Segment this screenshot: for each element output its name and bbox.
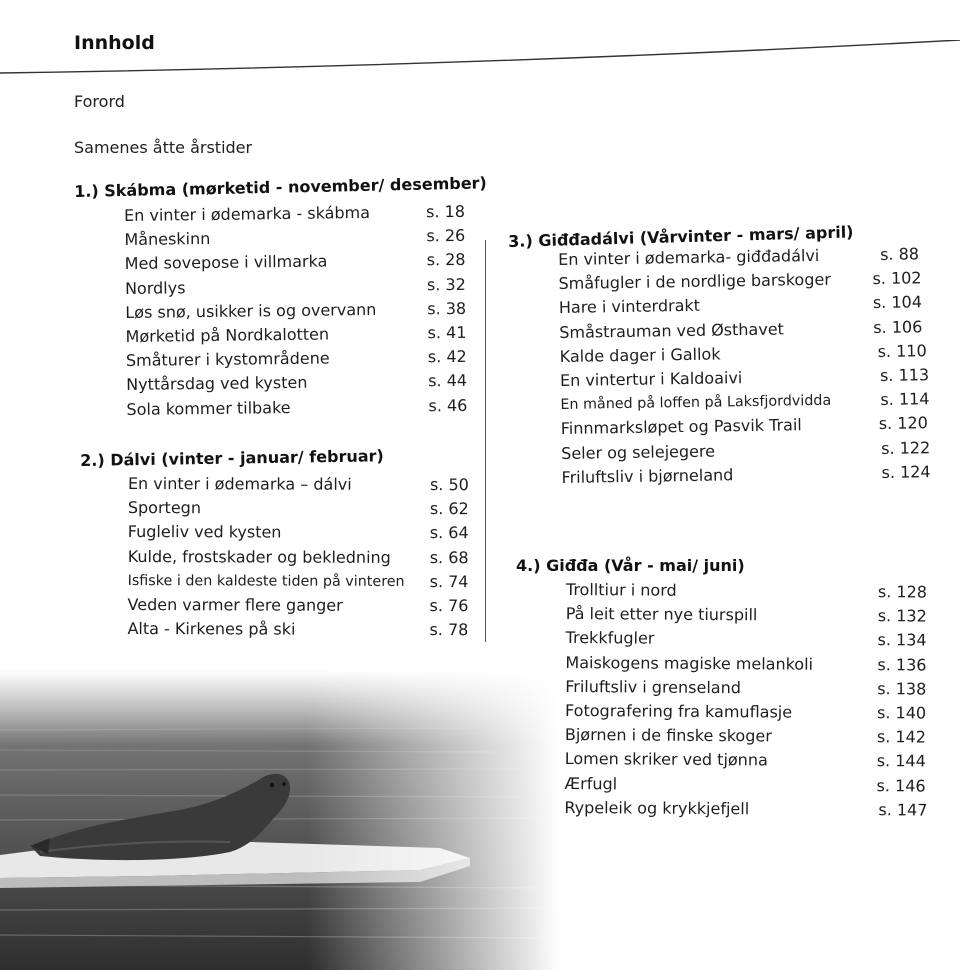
entry-title: Alta - Kirkenes på ski bbox=[127, 619, 296, 639]
toc-entry bbox=[127, 619, 477, 644]
section-title-giddadalvi: 3.) Giđđadálvi (Vårvinter - mars/ april) bbox=[508, 222, 854, 251]
entry-title: Kulde, frostskader og bekledning bbox=[127, 546, 391, 567]
entry-page: s. 28 bbox=[426, 250, 466, 270]
entry-page: s. 113 bbox=[879, 365, 930, 385]
entry-title: Småturer i kystområdene bbox=[125, 348, 330, 371]
entry-title: Trolltiur i nord bbox=[565, 580, 677, 600]
entry-title: Ærfugl bbox=[564, 773, 618, 793]
toc-entry bbox=[565, 725, 935, 752]
entry-title: Lomen skriker ved tjønna bbox=[564, 749, 768, 770]
entry-title: Mørketid på Nordkalotten bbox=[125, 324, 330, 346]
toc-entry bbox=[565, 653, 935, 680]
entry-title: Friluftsliv i bjørneland bbox=[561, 464, 734, 487]
page-title: Innhold bbox=[74, 32, 155, 54]
entry-title: Seler og selejegere bbox=[561, 441, 716, 463]
entry-title: Finnmarksløpet og Pasvik Trail bbox=[560, 415, 802, 439]
toc-entry bbox=[564, 773, 934, 800]
entry-page: s. 50 bbox=[429, 475, 469, 495]
entry-page: s. 88 bbox=[879, 244, 920, 264]
entry-title: Småstrauman ved Østhavet bbox=[559, 319, 785, 342]
toc-entry bbox=[566, 604, 936, 631]
entry-title: Med sovepose i villmarka bbox=[124, 251, 328, 274]
toc-list-gidda bbox=[564, 580, 936, 824]
toc-list-giddadalvi bbox=[558, 244, 934, 492]
entry-page: s. 132 bbox=[877, 606, 927, 626]
entry-page: s. 74 bbox=[429, 571, 469, 591]
toc-entry bbox=[128, 498, 478, 523]
entry-page: s. 104 bbox=[872, 292, 923, 313]
entry-title: Veden varmer flere ganger bbox=[127, 594, 343, 615]
toc-list-skabma bbox=[124, 202, 477, 424]
entry-title: Måneskinn bbox=[124, 229, 211, 250]
entry-page: s. 136 bbox=[877, 654, 927, 675]
section-title-skabma: 1.) Skábma (mørketid - november/ desember) bbox=[74, 173, 487, 201]
entry-title: Sportegn bbox=[127, 498, 202, 518]
entry-page: s. 44 bbox=[428, 371, 468, 391]
entry-page: s. 18 bbox=[425, 201, 466, 222]
entry-page: s. 62 bbox=[429, 499, 469, 519]
entry-page: s. 78 bbox=[429, 620, 469, 640]
toc-entry bbox=[128, 522, 478, 547]
entry-page: s. 142 bbox=[876, 727, 927, 747]
entry-page: s. 122 bbox=[880, 437, 931, 458]
section-title-gidda: 4.) Giđđa (Vår - mai/ juni) bbox=[516, 556, 745, 575]
entry-title: En vintertur i Kaldoaivi bbox=[559, 368, 743, 390]
entry-title: Nordlys bbox=[124, 277, 186, 298]
entry-title: På leit etter nye tiurspill bbox=[565, 604, 758, 625]
toc-entry bbox=[128, 474, 478, 499]
entry-page: s. 102 bbox=[872, 268, 922, 289]
entry-title: Fugleliv ved kysten bbox=[127, 522, 282, 542]
entry-title: Hare i vinterdrakt bbox=[558, 296, 701, 318]
entry-page: s. 147 bbox=[878, 799, 928, 820]
toc-entry bbox=[127, 595, 477, 620]
entry-title: Småfugler i de nordlige barskoger bbox=[558, 269, 831, 294]
toc-entry bbox=[565, 749, 935, 776]
entry-page: s. 134 bbox=[877, 630, 927, 650]
entry-title: Maiskogens magiske melankoli bbox=[565, 652, 814, 674]
toc-entry bbox=[565, 701, 935, 728]
entry-page: s. 38 bbox=[427, 298, 467, 319]
entry-page: s. 144 bbox=[876, 751, 926, 771]
entry-page: s. 128 bbox=[877, 582, 928, 602]
entry-page: s. 26 bbox=[426, 226, 466, 246]
entry-page: s. 140 bbox=[877, 703, 927, 723]
toc-entry bbox=[566, 580, 936, 607]
entry-title: En vinter i ødemarka- giđđadálvi bbox=[558, 245, 820, 269]
entry-title: Fotografering fra kamuflasje bbox=[565, 700, 793, 722]
entry-page: s. 68 bbox=[429, 547, 469, 567]
entry-title: Trekkfugler bbox=[565, 628, 655, 648]
entry-page: s. 42 bbox=[427, 346, 467, 367]
entry-page: s. 46 bbox=[428, 395, 468, 415]
entry-title: Friluftsliv i grenseland bbox=[565, 676, 742, 697]
entry-page: s. 106 bbox=[873, 316, 923, 337]
toc-entry bbox=[561, 462, 933, 492]
toc-list-dalvi bbox=[127, 474, 478, 645]
entry-title: Bjørnen i de finske skoger bbox=[564, 725, 772, 746]
header-divider bbox=[0, 40, 960, 80]
entry-title: Isfiske i den kaldeste tiden på vinteren bbox=[127, 572, 405, 590]
seal-on-ice-photo bbox=[0, 670, 560, 970]
entry-title: En måned på loffen på Laksfjordvidda bbox=[560, 392, 832, 414]
entry-title: En vinter i ødemarka – dálvi bbox=[127, 474, 352, 494]
entry-title: Kalde dager i Gallok bbox=[559, 344, 721, 366]
entry-page: s. 64 bbox=[429, 523, 469, 543]
entry-page: s. 120 bbox=[878, 413, 928, 434]
entry-page: s. 124 bbox=[881, 461, 931, 482]
section-title-dalvi: 2.) Dálvi (vinter - januar/ februar) bbox=[80, 446, 384, 470]
toc-entry bbox=[565, 628, 935, 655]
entry-page: s. 146 bbox=[876, 775, 926, 796]
entry-page: s. 41 bbox=[427, 322, 467, 343]
entry-title: Rypeleik og krykkjefjell bbox=[564, 797, 750, 818]
entry-title: En vinter i ødemarka - skábma bbox=[124, 202, 371, 225]
entry-title: Løs snø, usikker is og overvann bbox=[125, 299, 377, 322]
entry-title: Sola kommer tilbake bbox=[126, 397, 291, 419]
toc-entry bbox=[128, 547, 478, 572]
entry-page: s. 114 bbox=[880, 389, 930, 410]
entry-title: Nyttårsdag ved kysten bbox=[126, 373, 308, 395]
column-divider bbox=[485, 240, 486, 642]
intro-forord: Forord bbox=[74, 92, 125, 111]
toc-entry bbox=[126, 395, 476, 423]
toc-entry bbox=[564, 798, 934, 825]
toc-entry bbox=[128, 571, 478, 596]
intro-seasons: Samenes åtte årstider bbox=[74, 138, 253, 157]
entry-page: s. 76 bbox=[429, 595, 469, 616]
entry-page: s. 110 bbox=[877, 340, 927, 361]
entry-page: s. 32 bbox=[426, 274, 466, 294]
toc-entry bbox=[565, 677, 935, 704]
entry-page: s. 138 bbox=[877, 678, 927, 699]
